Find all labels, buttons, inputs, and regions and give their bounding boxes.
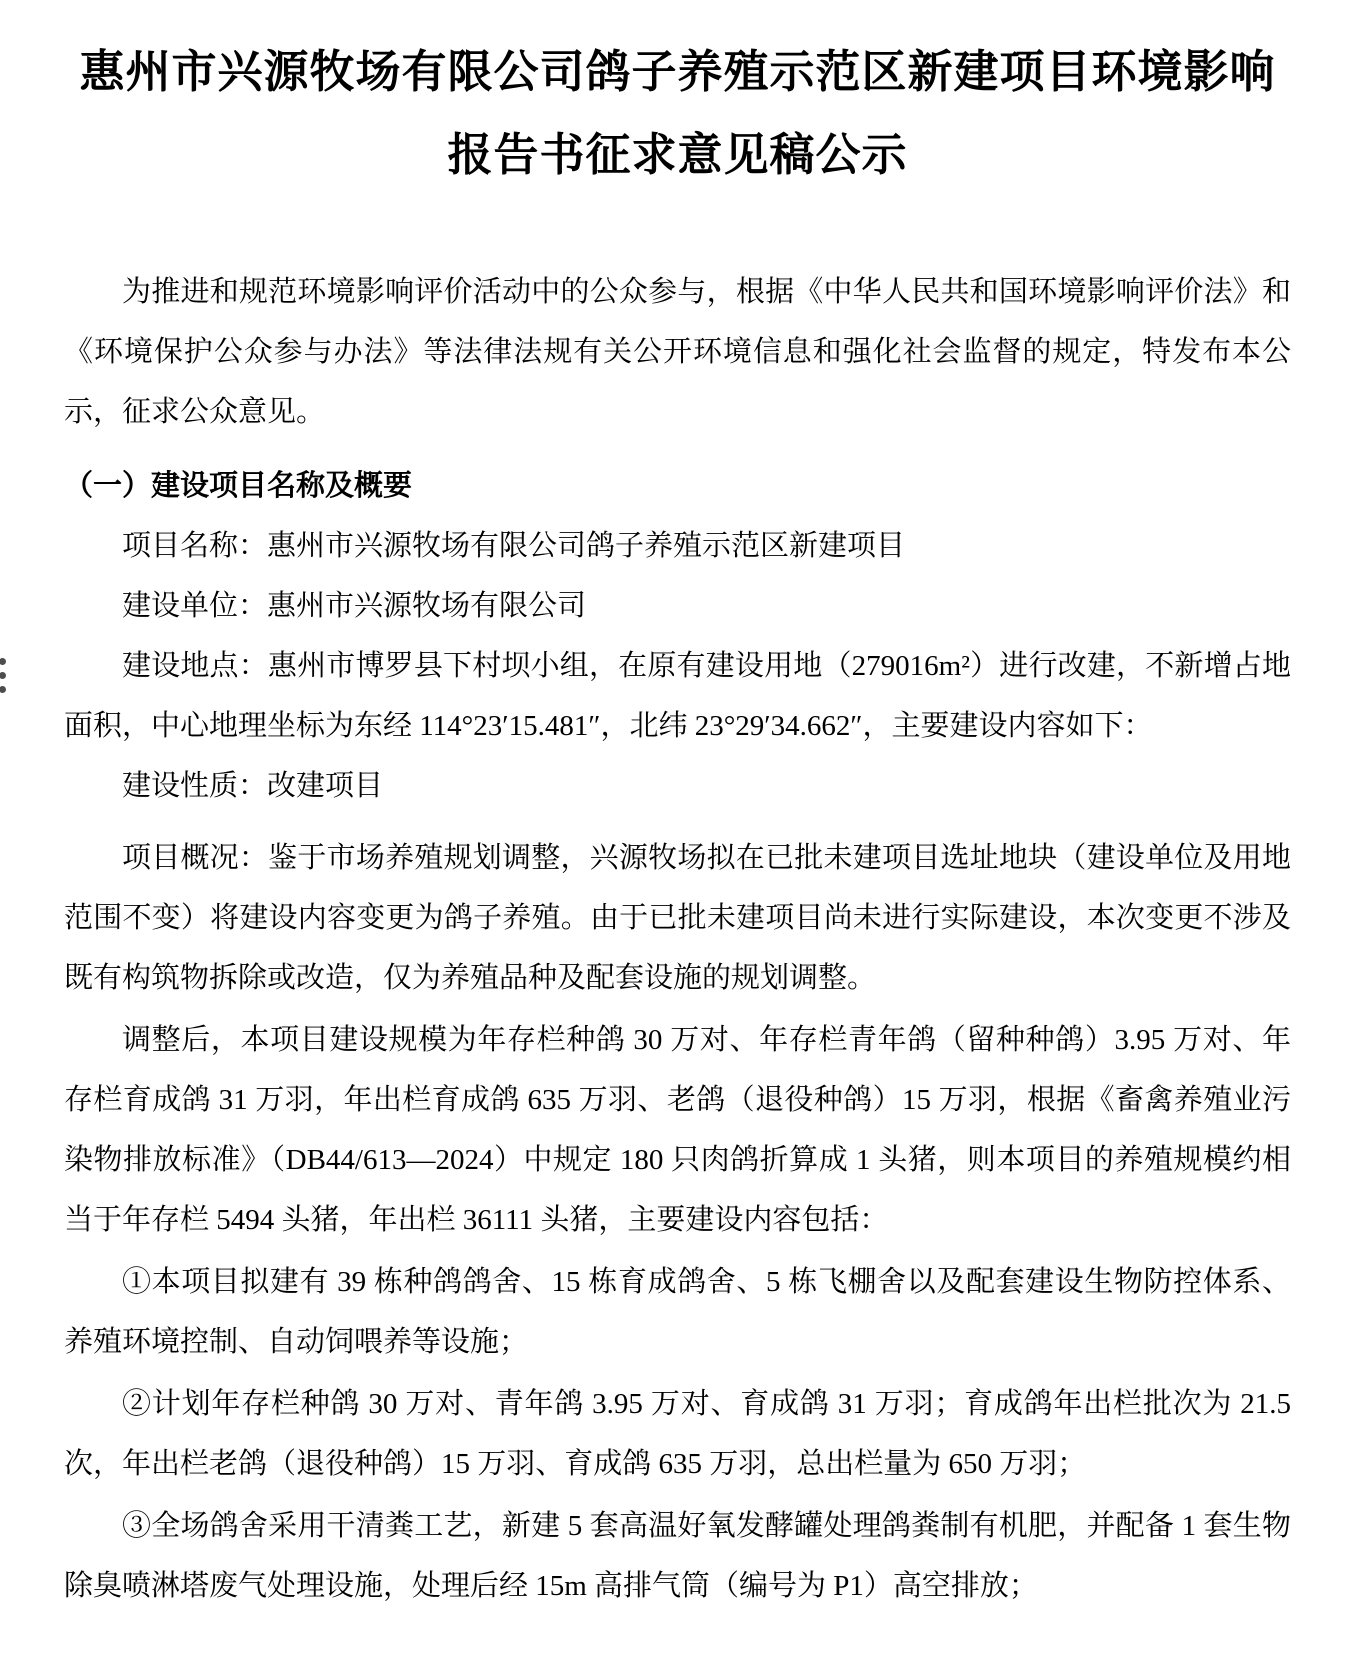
paragraph-construction-unit: 建设单位：惠州市兴源牧场有限公司 (122, 590, 587, 622)
paragraph-scale-adjustment: 调整后，本项目建设规模为年存栏种鸽 30 万对、年存栏青年鸽（留种种鸽）3.95 万对、年存栏育成鸽 31 万羽，年出栏育成鸽 635 万羽、老鸽（退役种鸽）15 万羽，根据《畜禽养殖业污染物排放标准》（DB44/613—2024）中规定 180 只肉鸽折算成 1 头猪，则本项目的养殖规模约相当于年存栏 5494 头猪，年出栏 36111 头猪，主要建设内容包括： (64, 1024, 1291, 1236)
document-title-line-1: 惠州市兴源牧场有限公司鸽子养殖示范区新建项目环境影响 (79, 46, 1276, 97)
document-title-line-2: 报告书征求意见稿公示 (447, 129, 908, 180)
paragraph-construction-site: 建设地点：惠州市博罗县下村坝小组，在原有建设用地（279016m²）进行改建，不新增占地面积，中心地理坐标为东经 114°23′15.481″，北纬 23°29′34.662″，主要建设内容如下： (64, 650, 1291, 742)
list-item-construction-2: ②计划年存栏种鸽 30 万对、青年鸽 3.95 万对、育成鸽 31 万羽；育成鸽年出栏批次为 21.5 次，年出栏老鸽（退役种鸽）15 万羽、育成鸽 635 万羽，总出栏量为 650 万羽； (64, 1388, 1291, 1480)
handle-dot (0, 686, 6, 693)
handle-dot (0, 672, 6, 679)
paragraph-construction-nature: 建设性质：改建项目 (122, 770, 384, 802)
paragraph-preamble: 为推进和规范环境影响评价活动中的公众参与，根据《中华人民共和国环境影响评价法》和《环境保护公众参与办法》等法律法规有关公开环境信息和强化社会监督的规定，特发布本公示，征求公众意见。 (64, 276, 1291, 428)
list-item-construction-3: ③全场鸽舍采用干清粪工艺，新建 5 套高温好氧发酵罐处理鸽粪制有机肥，并配备 1 套生物除臭喷淋塔废气处理设施，处理后经 15m 高排气筒（编号为 P1）高空排放； (64, 1510, 1291, 1602)
document-title (64, 30, 1291, 196)
handle-dot (0, 658, 6, 665)
paragraph-project-name: 项目名称：惠州市兴源牧场有限公司鸽子养殖示范区新建项目 (122, 530, 906, 562)
drag-handle-icon[interactable] (0, 656, 8, 695)
section-heading-project-overview: （一）建设项目名称及概要 (64, 470, 413, 502)
paragraph-project-summary: 项目概况：鉴于市场养殖规划调整，兴源牧场拟在已批未建项目选址地块（建设单位及用地范围不变）将建设内容变更为鸽子养殖。由于已批未建项目尚未进行实际建设，本次变更不涉及既有构筑物拆除或改造，仅为养殖品种及配套设施的规划调整。 (64, 842, 1291, 994)
list-item-construction-1: ①本项目拟建有 39 栋种鸽鸽舍、15 栋育成鸽舍、5 栋飞棚舍以及配套建设生物防控体系、养殖环境控制、自动饲喂养等设施； (64, 1266, 1291, 1358)
